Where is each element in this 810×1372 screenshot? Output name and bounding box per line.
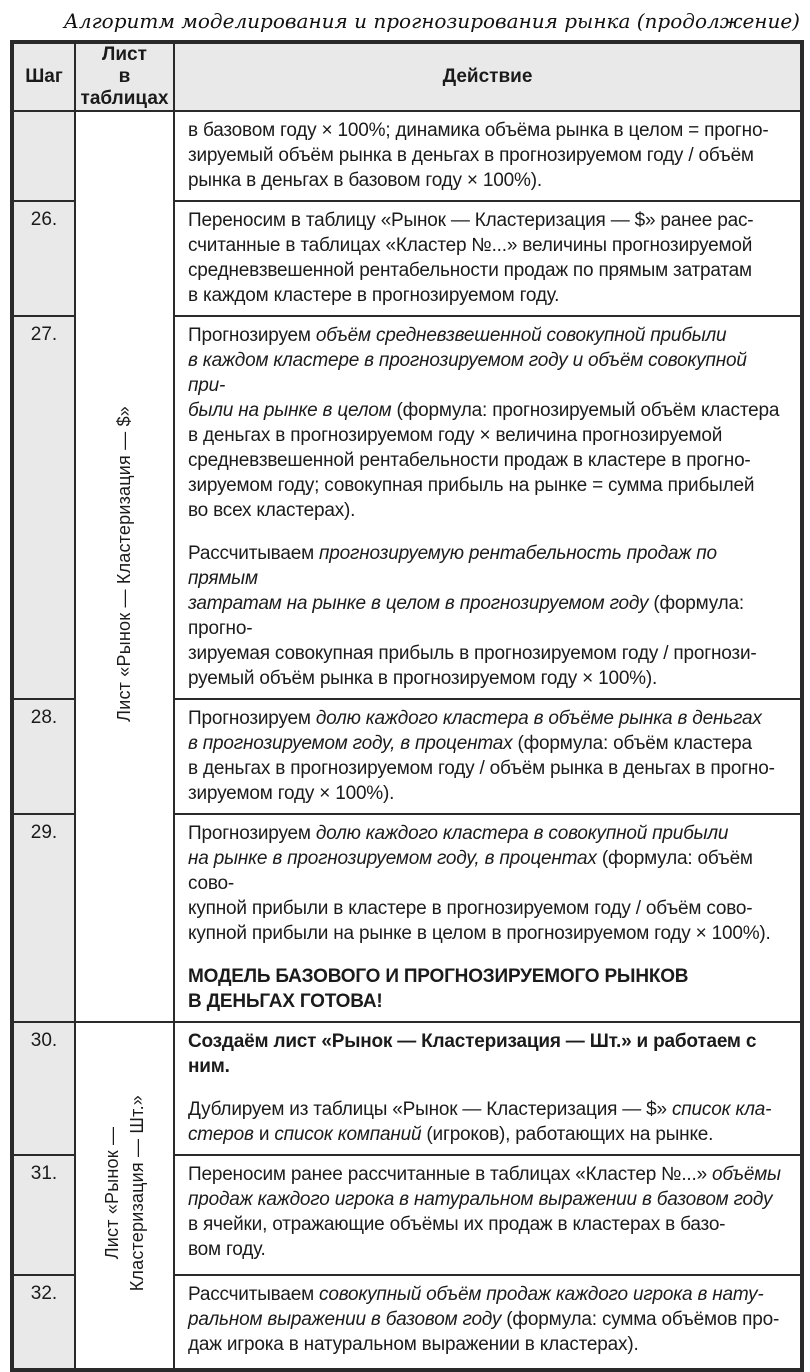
table-header-row bbox=[12, 42, 802, 111]
paragraph bbox=[188, 541, 788, 691]
text-run: зируемая совокупная прибыль в прогнозируемом году / прогнози- bbox=[188, 643, 757, 664]
table-row-30 bbox=[12, 1022, 802, 1155]
step-cell-29: 29. bbox=[12, 814, 75, 1022]
action-cell-27 bbox=[174, 316, 802, 699]
header-sheet bbox=[75, 42, 174, 111]
text-run: вом году. bbox=[188, 1239, 266, 1260]
step-cell-31: 31. bbox=[12, 1155, 75, 1275]
text-run: МОДЕЛЬ БАЗОВОГО И ПРОГНОЗИРУЕМОГО РЫНКОВ bbox=[188, 966, 689, 987]
action-cell-28 bbox=[174, 699, 802, 814]
text-run: средневзвешенной рентабельности продаж по прямым затратам bbox=[188, 260, 752, 281]
action-cell-29 bbox=[174, 814, 802, 1022]
text-run: (игроков), работающих на рынке. bbox=[421, 1124, 714, 1145]
action-cell-continuation bbox=[174, 111, 802, 201]
text-run: зируемом году × 100%). bbox=[188, 783, 395, 804]
text-run: в ячейки, отражающие объёмы их продаж в кластерах в базо- bbox=[188, 1214, 726, 1235]
action-cell-30 bbox=[174, 1022, 802, 1155]
text-run: затратам на рынке в целом в прогнозируемом году bbox=[188, 593, 649, 614]
sheet-cell-units bbox=[75, 1022, 174, 1370]
paragraph bbox=[188, 118, 788, 193]
paragraph bbox=[188, 821, 788, 946]
text-line: Лист «Рынок — bbox=[101, 1126, 122, 1260]
table-row-continuation bbox=[12, 111, 802, 201]
step-cell-30: 30. bbox=[12, 1022, 75, 1155]
text-run: (формула: объём кластера bbox=[512, 733, 752, 754]
text-run: в прогнозируемом году, в процентах bbox=[188, 733, 513, 754]
header-action: Действие bbox=[174, 42, 802, 111]
step-cell-28: 28. bbox=[12, 699, 75, 814]
step-cell-27: 27. bbox=[12, 316, 75, 699]
text-run: в каждом кластере в прогнозируемом году. bbox=[188, 285, 560, 306]
text-line: Лист bbox=[102, 44, 147, 65]
step-cell-32: 32. bbox=[12, 1275, 75, 1370]
paragraph bbox=[188, 208, 788, 308]
text-run: были на рынке в целом bbox=[188, 400, 392, 421]
text-run: купной прибыли на рынке в целом в прогнозируемом году × 100%). bbox=[188, 923, 771, 944]
text-line: Лист «Рынок — Кластеризация — $» bbox=[114, 406, 134, 722]
vertical-sheet-label-dollar bbox=[112, 406, 137, 722]
vertical-sheet-label-units bbox=[100, 1095, 150, 1291]
paragraph bbox=[188, 323, 788, 523]
text-line: Кластеризация — Шт.» bbox=[126, 1094, 147, 1292]
text-run: (формула: сумма объёмов про- bbox=[501, 1309, 780, 1330]
text-run: Переносим в таблицу «Рынок — Кластеризация — $» ранее рас- bbox=[188, 210, 754, 231]
paragraph bbox=[188, 1162, 788, 1262]
text-run: долю каждого кластера в совокупной прибыли bbox=[315, 823, 729, 844]
text-run: руемый объём рынка в прогнозируемом году × 100%). bbox=[188, 668, 658, 689]
text-run: Рассчитываем bbox=[188, 543, 320, 564]
text-line: в таблицах bbox=[80, 66, 169, 109]
action-cell-31 bbox=[174, 1155, 802, 1275]
text-run: объём средневзвешенной совокупной прибыли bbox=[315, 325, 727, 346]
text-run: Прогнозируем bbox=[188, 823, 316, 844]
sheet-cell-dollar bbox=[75, 111, 174, 1022]
text-run: считанные в таблицах «Кластер №...» величины прогнозируемой bbox=[188, 235, 753, 256]
header-step: Шаг bbox=[12, 42, 75, 111]
paragraph bbox=[188, 706, 788, 806]
action-cell-26 bbox=[174, 201, 802, 316]
paragraph bbox=[188, 1097, 788, 1147]
text-run: список компаний bbox=[274, 1124, 422, 1145]
text-run: на рынке в прогнозируемом году, в процентах bbox=[188, 848, 597, 869]
text-run: зируемый объём рынка в деньгах в прогнозируемом году / объём bbox=[188, 145, 754, 166]
step-cell-continuation bbox=[12, 111, 75, 201]
text-run: ральном выражении в базовом году bbox=[188, 1309, 502, 1330]
text-run: в базовом году × 100%; динамика объёма рынка в целом = прогно- bbox=[188, 120, 769, 141]
text-run: Создаём лист «Рынок — Кластеризация — Шт.» и работаем с ним. bbox=[188, 1031, 757, 1077]
text-run: в деньгах в прогнозируемом году × величина прогнозируемой bbox=[188, 425, 723, 446]
text-run: долю каждого кластера в объёме рынка в деньгах bbox=[315, 708, 762, 729]
text-run: В ДЕНЬГАХ ГОТОВА! bbox=[188, 991, 383, 1012]
text-run: прогнозируемую рентабельность продаж по прямым bbox=[188, 543, 717, 589]
text-run: Рассчитываем bbox=[188, 1284, 320, 1305]
text-run: совокупный объём продаж каждого игрока в нату- bbox=[319, 1284, 764, 1305]
text-run: средневзвешенной рентабельности продаж в кластере в прогно- bbox=[188, 450, 751, 471]
paragraph bbox=[188, 1029, 788, 1079]
text-run: Прогнозируем bbox=[188, 325, 316, 346]
text-run: и bbox=[253, 1124, 275, 1145]
text-run: Прогнозируем bbox=[188, 708, 316, 729]
text-run: список кла- bbox=[672, 1099, 772, 1120]
page-title: Алгоритм моделирования и прогнозирования рынка (продолжение) bbox=[63, 9, 800, 33]
step-cell-26: 26. bbox=[12, 201, 75, 316]
text-run: зируемом году; совокупная прибыль на рынке = сумма прибылей bbox=[188, 475, 755, 496]
text-run: рынка в деньгах в базовом году × 100%). bbox=[188, 170, 542, 191]
text-run: Переносим ранее рассчитанные в таблицах «Кластер №...» bbox=[188, 1164, 713, 1185]
text-run: Дублируем из таблицы «Рынок — Кластеризация — $» bbox=[188, 1099, 672, 1120]
text-run: объёмы bbox=[712, 1164, 781, 1185]
text-run: купной прибыли в кластере в прогнозируемом году / объём сово- bbox=[188, 898, 753, 919]
text-run: (формула: прогно- bbox=[188, 593, 744, 639]
paragraph bbox=[188, 1282, 788, 1357]
paragraph-model-ready bbox=[188, 964, 788, 1014]
text-run: стеров bbox=[188, 1124, 254, 1145]
text-run: в деньгах в прогнозируемом году / объём рынка в деньгах в прогно- bbox=[188, 758, 775, 779]
text-run: (формула: прогнозируемый объём кластера bbox=[391, 400, 780, 421]
text-run: продаж каждого игрока в натуральном выражении в базовом году bbox=[188, 1189, 773, 1210]
text-run: во всех кластерах). bbox=[188, 500, 356, 521]
text-run: даж игрока в натуральном выражении в кластерах). bbox=[188, 1334, 639, 1355]
algorithm-table bbox=[10, 40, 804, 1372]
text-run: (формула: объём сово- bbox=[188, 848, 753, 894]
text-run: в каждом кластере в прогнозируемом году и объём совокупной при- bbox=[188, 350, 747, 396]
action-cell-32 bbox=[174, 1275, 802, 1370]
